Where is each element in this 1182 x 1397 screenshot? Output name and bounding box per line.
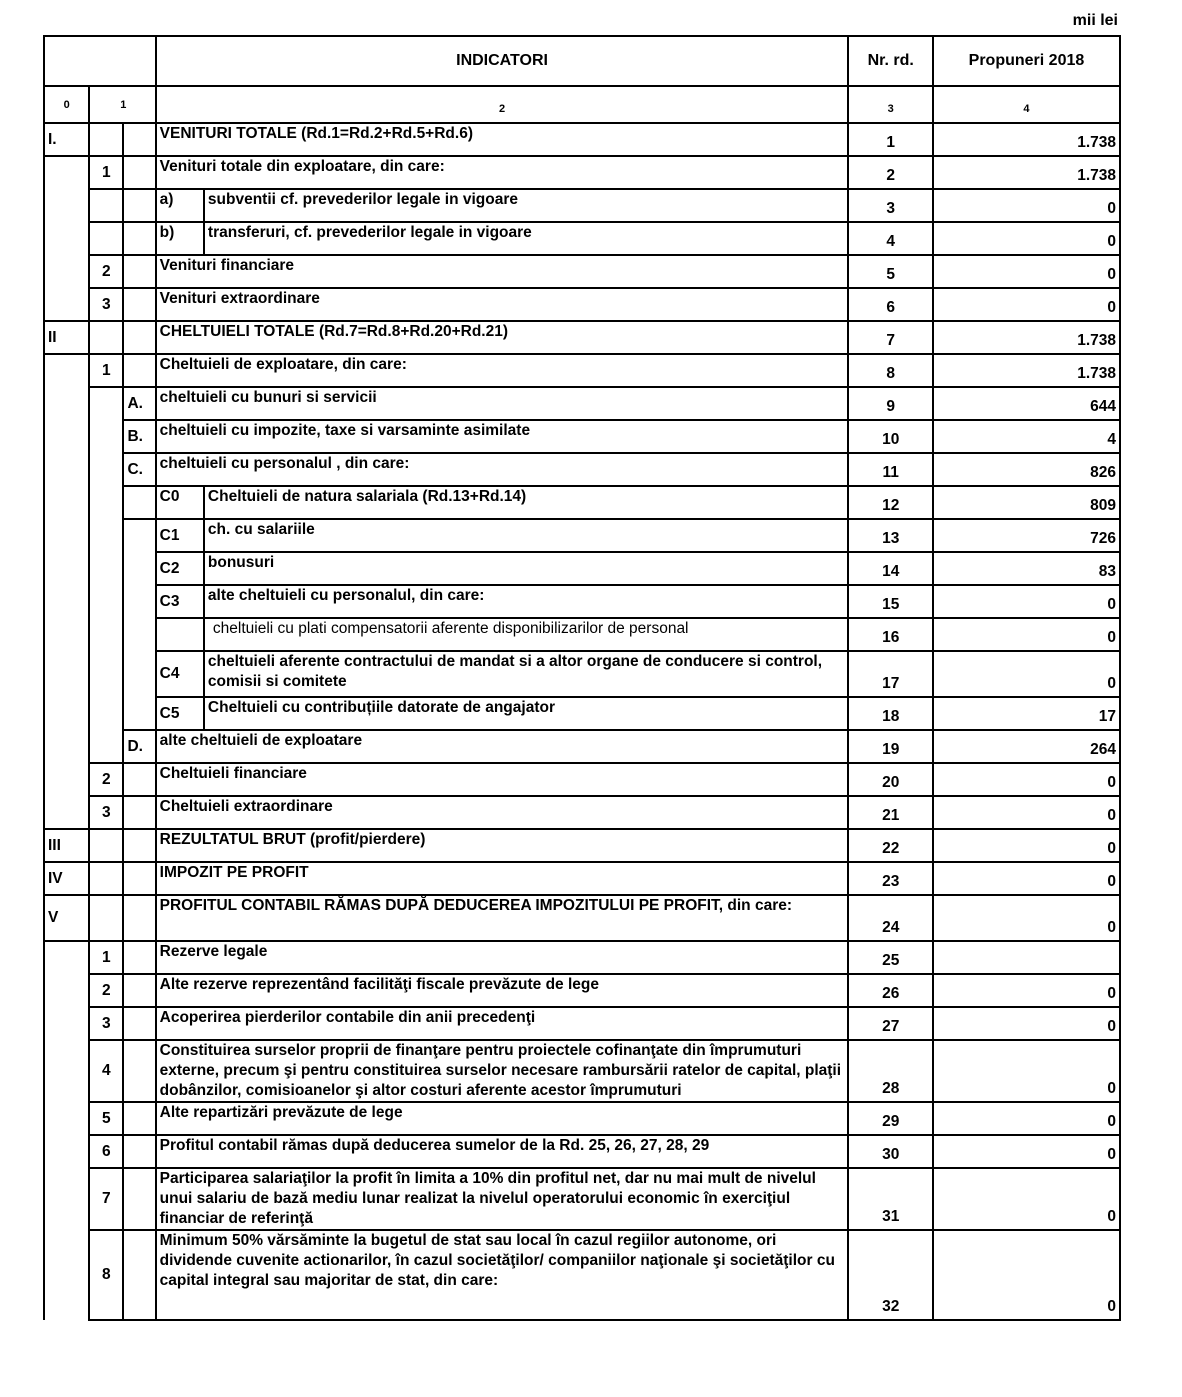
row-value: 0	[933, 1135, 1120, 1168]
row-nr: 2	[848, 156, 932, 189]
row-code: C3	[156, 585, 204, 618]
row-value: 0	[933, 1230, 1120, 1320]
header-indicatori: INDICATORI	[156, 36, 849, 86]
row-value: 726	[933, 519, 1120, 552]
row-nr: 24	[848, 895, 932, 941]
row-code: C5	[156, 697, 204, 730]
row-nr: 29	[848, 1102, 932, 1135]
row-label: Cheltuieli cu contribuțiile datorate de angajator	[204, 697, 849, 730]
table-row	[44, 1007, 1120, 1040]
row-label: Cheltuieli financiare	[156, 763, 849, 796]
row-nr: 14	[848, 552, 932, 585]
row-nr: 11	[848, 453, 932, 486]
row-nr: 31	[848, 1168, 932, 1230]
row-num: 1	[89, 354, 123, 387]
row-nr: 16	[848, 618, 932, 651]
row-value: 0	[933, 1102, 1120, 1135]
row-label: bonusuri	[204, 552, 849, 585]
table-row	[44, 941, 1120, 974]
table-row	[44, 321, 1120, 354]
row-num: 3	[89, 796, 123, 829]
table-row	[44, 895, 1120, 941]
row-value: 0	[933, 1007, 1120, 1040]
row-value: 0	[933, 1040, 1120, 1102]
row-value: 0	[933, 585, 1120, 618]
row-label: REZULTATUL BRUT (profit/pierdere)	[156, 829, 849, 862]
row-nr: 23	[848, 862, 932, 895]
table-row	[44, 974, 1120, 1007]
row-code: b)	[156, 222, 204, 255]
table-row	[44, 123, 1120, 156]
budget-table	[43, 35, 1121, 1321]
row-nr: 25	[848, 941, 932, 974]
row-value: 0	[933, 862, 1120, 895]
row-label: transferuri, cf. prevederilor legale in vigoare	[204, 222, 849, 255]
row-num: 6	[89, 1135, 123, 1168]
table-row	[44, 156, 1120, 189]
header-nr-rd: Nr. rd.	[848, 36, 932, 86]
row-value: 0	[933, 189, 1120, 222]
row-num: 5	[89, 1102, 123, 1135]
row-label: Participarea salariaţilor la profit în limita a 10% din profitul net, dar nu mai mult de nivelul unui salariu de bază mediu lunar realizat la nivelul operatorului economic în exerciţiul financiar de referinţă	[156, 1168, 849, 1230]
row-nr: 4	[848, 222, 932, 255]
row-label: alte cheltuieli de exploatare	[156, 730, 849, 763]
row-label: Alte rezerve reprezentând facilităţi fiscale prevăzute de lege	[156, 974, 849, 1007]
row-label: PROFITUL CONTABIL RĂMAS DUPĂ DEDUCEREA IMPOZITULUI PE PROFIT, din care:	[156, 895, 849, 941]
row-value: 1.738	[933, 321, 1120, 354]
colnum-2: 2	[156, 86, 849, 123]
row-value: 4	[933, 420, 1120, 453]
table-header-row	[44, 36, 1120, 86]
row-label: Minimum 50% vărsăminte la bugetul de stat sau local în cazul regiilor autonome, ori dividende cuvenite actionarilor, în cazul societăţilor/ companiilor naţionale şi societăţilor cu capital integral sau majoritar de stat, din care:	[156, 1230, 849, 1320]
row-value: 17	[933, 697, 1120, 730]
row-label: subventii cf. prevederilor legale in vigoare	[204, 189, 849, 222]
row-letter: D.	[123, 730, 155, 763]
row-num: 2	[89, 763, 123, 796]
row-roman: I.	[44, 123, 89, 156]
row-letter: B.	[123, 420, 155, 453]
row-nr: 13	[848, 519, 932, 552]
row-roman: V	[44, 895, 89, 941]
table-row	[44, 387, 1120, 420]
row-value: 0	[933, 974, 1120, 1007]
row-value: 0	[933, 222, 1120, 255]
table-row	[44, 255, 1120, 288]
row-label: cheltuieli cu bunuri si servicii	[156, 387, 849, 420]
table-row	[44, 763, 1120, 796]
row-roman: II	[44, 321, 89, 354]
row-num: 2	[89, 255, 123, 288]
row-code: C4	[156, 651, 204, 697]
row-label: Rezerve legale	[156, 941, 849, 974]
row-value: 1.738	[933, 123, 1120, 156]
row-num: 3	[89, 1007, 123, 1040]
table-row	[44, 222, 1120, 255]
row-nr: 12	[848, 486, 932, 519]
row-value: 0	[933, 829, 1120, 862]
row-nr: 22	[848, 829, 932, 862]
row-nr: 5	[848, 255, 932, 288]
row-nr: 18	[848, 697, 932, 730]
row-label: alte cheltuieli cu personalul, din care:	[204, 585, 849, 618]
colnum-1: 1	[89, 86, 155, 123]
table-row	[44, 552, 1120, 585]
row-nr: 8	[848, 354, 932, 387]
row-label: IMPOZIT PE PROFIT	[156, 862, 849, 895]
row-code: C2	[156, 552, 204, 585]
row-label: cheltuieli cu impozite, taxe si varsaminte asimilate	[156, 420, 849, 453]
table-row	[44, 1230, 1120, 1320]
row-label: Acoperirea pierderilor contabile din anii precedenţi	[156, 1007, 849, 1040]
table-row	[44, 519, 1120, 552]
row-label: Cheltuieli de exploatare, din care:	[156, 354, 849, 387]
row-nr: 17	[848, 651, 932, 697]
unit-label: mii lei	[1072, 12, 1118, 29]
row-nr: 19	[848, 730, 932, 763]
row-roman: III	[44, 829, 89, 862]
row-nr: 30	[848, 1135, 932, 1168]
table-row	[44, 697, 1120, 730]
header-propuneri: Propuneri 2018	[933, 36, 1120, 86]
row-letter: A.	[123, 387, 155, 420]
row-nr: 15	[848, 585, 932, 618]
table-row	[44, 1168, 1120, 1230]
table-row	[44, 862, 1120, 895]
row-value: 0	[933, 288, 1120, 321]
row-value: 0	[933, 618, 1120, 651]
row-nr: 7	[848, 321, 932, 354]
table-row	[44, 585, 1120, 618]
row-label: Alte repartizări prevăzute de lege	[156, 1102, 849, 1135]
row-value: 0	[933, 796, 1120, 829]
table-row	[44, 651, 1120, 697]
table-row	[44, 1102, 1120, 1135]
row-nr: 1	[848, 123, 932, 156]
row-nr: 9	[848, 387, 932, 420]
row-value: 0	[933, 763, 1120, 796]
row-nr: 26	[848, 974, 932, 1007]
table-row	[44, 453, 1120, 486]
row-label: Cheltuieli extraordinare	[156, 796, 849, 829]
row-code: C0	[156, 486, 204, 519]
row-label: ch. cu salariile	[204, 519, 849, 552]
row-num: 7	[89, 1168, 123, 1230]
row-label: Venituri totale din exploatare, din care:	[156, 156, 849, 189]
row-label: cheltuieli aferente contractului de mandat si a altor organe de conducere si control, comisii si comitete	[204, 651, 849, 697]
row-code: C1	[156, 519, 204, 552]
row-num: 3	[89, 288, 123, 321]
row-label: VENITURI TOTALE (Rd.1=Rd.2+Rd.5+Rd.6)	[156, 123, 849, 156]
row-value: 0	[933, 895, 1120, 941]
row-nr: 20	[848, 763, 932, 796]
table-row	[44, 730, 1120, 763]
row-num: 4	[89, 1040, 123, 1102]
row-letter: C.	[123, 453, 155, 486]
row-nr: 3	[848, 189, 932, 222]
row-num: 2	[89, 974, 123, 1007]
row-label: Constituirea surselor proprii de finanţare pentru proiectele cofinanţate din împrumuturi externe, precum şi pentru constituirea surselor necesare rambursării ratelor de capital, plaţii dobânzilor, comisioanelor şi altor costuri aferente acestor împrumuturi	[156, 1040, 849, 1102]
table-row	[44, 486, 1120, 519]
row-nr: 32	[848, 1230, 932, 1320]
row-label: cheltuieli cu plati compensatorii aferente disponibilizarilor de personal	[204, 618, 849, 651]
row-nr: 27	[848, 1007, 932, 1040]
column-number-row	[44, 86, 1120, 123]
table-row	[44, 1040, 1120, 1102]
table-row	[44, 796, 1120, 829]
table-row	[44, 1135, 1120, 1168]
row-label: Venituri financiare	[156, 255, 849, 288]
row-value: 644	[933, 387, 1120, 420]
row-label: Venituri extraordinare	[156, 288, 849, 321]
row-value: 0	[933, 1168, 1120, 1230]
row-value: 0	[933, 651, 1120, 697]
row-value: 83	[933, 552, 1120, 585]
table-row	[44, 288, 1120, 321]
row-value: 264	[933, 730, 1120, 763]
row-value	[933, 941, 1120, 974]
row-value: 1.738	[933, 354, 1120, 387]
table-row	[44, 354, 1120, 387]
row-nr: 6	[848, 288, 932, 321]
header-blank	[44, 36, 156, 86]
row-code: a)	[156, 189, 204, 222]
table-row	[44, 189, 1120, 222]
table-row	[44, 829, 1120, 862]
colnum-0: 0	[44, 86, 89, 123]
row-label: Cheltuieli de natura salariala (Rd.13+Rd.14)	[204, 486, 849, 519]
row-label: cheltuieli cu personalul , din care:	[156, 453, 849, 486]
row-num: 1	[89, 941, 123, 974]
row-nr: 21	[848, 796, 932, 829]
row-num: 8	[89, 1230, 123, 1320]
row-value: 1.738	[933, 156, 1120, 189]
row-nr: 10	[848, 420, 932, 453]
row-nr: 28	[848, 1040, 932, 1102]
row-num: 1	[89, 156, 123, 189]
row-label: CHELTUIELI TOTALE (Rd.7=Rd.8+Rd.20+Rd.21)	[156, 321, 849, 354]
row-value: 826	[933, 453, 1120, 486]
colnum-3: 3	[848, 86, 932, 123]
row-value: 0	[933, 255, 1120, 288]
row-label: Profitul contabil rămas după deducerea sumelor de la Rd. 25, 26, 27, 28, 29	[156, 1135, 849, 1168]
table-row	[44, 618, 1120, 651]
row-roman: IV	[44, 862, 89, 895]
table-row	[44, 420, 1120, 453]
row-value: 809	[933, 486, 1120, 519]
colnum-4: 4	[933, 86, 1120, 123]
